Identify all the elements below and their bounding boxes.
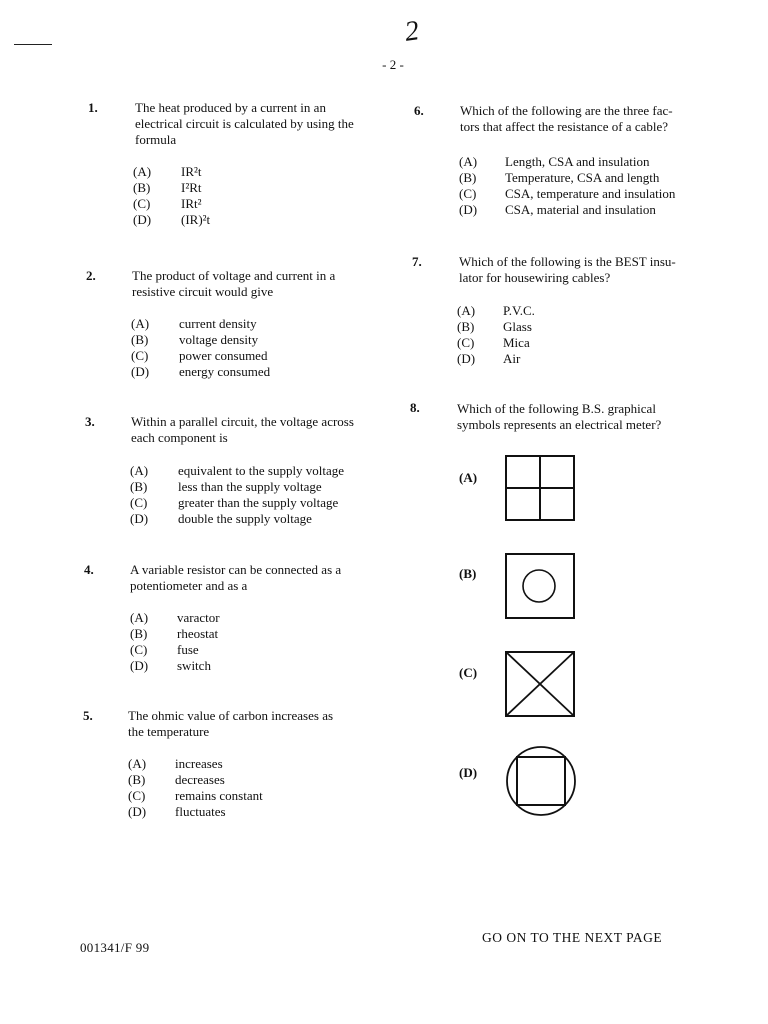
option-letter: (B): [130, 626, 148, 641]
option-letter: (D): [457, 351, 476, 366]
option-letter: (C): [459, 186, 477, 201]
option-letter: (C): [128, 788, 146, 803]
question-number: 3.: [85, 414, 95, 429]
option-b: [459, 170, 719, 186]
question-stem: [130, 562, 380, 594]
option-letter: (D): [459, 202, 478, 217]
option-d: [459, 202, 719, 218]
option-letter: (C): [131, 348, 149, 363]
option-text: remains constant: [175, 788, 263, 803]
stem-line: the temperature: [128, 724, 210, 739]
stem-line: tors that affect the resistance of a cable?: [460, 119, 669, 134]
options-list: [133, 164, 333, 228]
option-letter: (B): [130, 479, 148, 494]
stem-line: The ohmic value of carbon increases as: [128, 708, 334, 723]
options-list: [130, 610, 330, 674]
option-text: IR²t: [181, 164, 202, 179]
option-letter: (C): [457, 335, 475, 350]
option-b-label: (B): [459, 566, 477, 581]
option-text: CSA, temperature and insulation: [505, 186, 676, 201]
option-letter: (A): [130, 610, 149, 625]
option-a: [459, 154, 719, 170]
option-c: [128, 788, 328, 804]
question-stem: [135, 100, 385, 148]
option-text: fluctuates: [175, 804, 226, 819]
stem-line: potentiometer and as a: [130, 578, 248, 593]
option-text: Mica: [503, 335, 530, 350]
option-d: [131, 364, 351, 380]
option-d: [133, 212, 333, 228]
option-letter: (A): [128, 756, 147, 771]
option-letter: (A): [457, 303, 476, 318]
option-text: Length, CSA and insulation: [505, 154, 650, 169]
option-letter: (A): [131, 316, 150, 331]
option-text: I²Rt: [181, 180, 202, 195]
option-c: [130, 642, 330, 658]
options-list: [457, 303, 657, 367]
option-letter: (B): [459, 170, 477, 185]
page-number: - 2 -: [382, 57, 404, 72]
option-letter: (A): [459, 154, 478, 169]
option-text: CSA, material and insulation: [505, 202, 656, 217]
option-c: [133, 196, 333, 212]
option-text: voltage density: [179, 332, 259, 347]
option-letter: (A): [130, 463, 149, 478]
option-letter: (D): [131, 364, 150, 379]
stem-line: Within a parallel circuit, the voltage across: [131, 414, 354, 429]
question-stem: [132, 268, 382, 300]
option-text: current density: [179, 316, 257, 331]
option-text: P.V.C.: [503, 303, 535, 318]
option-text: Temperature, CSA and length: [505, 170, 660, 185]
option-letter: (C): [133, 196, 151, 211]
question-number: 8.: [410, 400, 420, 415]
option-letter: (B): [133, 180, 151, 195]
paper-code: 001341/F 99: [80, 940, 150, 955]
option-text: Air: [503, 351, 521, 366]
option-letter: (C): [130, 642, 148, 657]
option-d: [130, 658, 330, 674]
question-number: 5.: [83, 708, 93, 723]
option-letter: (D): [130, 658, 149, 673]
question-stem: [460, 103, 720, 135]
option-c: [457, 335, 657, 351]
option-b: [131, 332, 351, 348]
stem-line: each component is: [131, 430, 228, 445]
option-text: Glass: [503, 319, 532, 334]
option-d-label: (D): [459, 765, 478, 780]
option-a: [457, 303, 657, 319]
question-number: 6.: [414, 103, 424, 118]
option-text: rheostat: [177, 626, 219, 641]
option-a: [133, 164, 333, 180]
option-c: [459, 186, 719, 202]
question-number: 7.: [412, 254, 422, 269]
option-letter: (B): [128, 772, 146, 787]
stem-line: electrical circuit is calculated by using the: [135, 116, 354, 131]
option-a-label: (A): [459, 470, 478, 485]
stem-line: formula: [135, 132, 177, 147]
stem-line: Which of the following B.S. graphical: [457, 401, 656, 416]
option-text: fuse: [177, 642, 199, 657]
option-d: [130, 511, 370, 527]
option-text: varactor: [177, 610, 220, 625]
stem-line: Which of the following is the BEST insu-: [459, 254, 676, 269]
meter-symbol-b-icon: [505, 553, 575, 619]
question-number: 1.: [88, 100, 98, 115]
option-text: IRt²: [181, 196, 202, 211]
option-a: [130, 610, 330, 626]
margin-rule: [14, 44, 52, 45]
option-b: [130, 626, 330, 642]
meter-symbol-c-icon: [505, 651, 575, 717]
option-text: (IR)²t: [181, 212, 211, 227]
option-letter: (D): [133, 212, 152, 227]
stem-line: lator for housewiring cables?: [459, 270, 611, 285]
question-stem: [128, 708, 378, 740]
option-text: power consumed: [179, 348, 268, 363]
stem-line: symbols represents an electrical meter?: [457, 417, 662, 432]
option-b: [457, 319, 657, 335]
option-b: [128, 772, 328, 788]
options-list: [131, 316, 351, 380]
option-letter: (B): [457, 319, 475, 334]
option-a: [130, 463, 370, 479]
question-stem: [459, 254, 719, 286]
option-b: [133, 180, 333, 196]
option-c: [131, 348, 351, 364]
option-text: energy consumed: [179, 364, 271, 379]
question-stem: [457, 401, 717, 433]
options-list: [128, 756, 328, 820]
meter-symbol-d-icon: [503, 745, 579, 817]
handwritten-page-mark: 2: [402, 15, 422, 48]
stem-line: A variable resistor can be connected as a: [130, 562, 342, 577]
option-letter: (A): [133, 164, 152, 179]
option-text: increases: [175, 756, 223, 771]
option-c: [130, 495, 370, 511]
option-c-label: (C): [459, 665, 478, 680]
stem-line: The product of voltage and current in a: [132, 268, 336, 283]
option-b: [130, 479, 370, 495]
option-letter: (D): [130, 511, 149, 526]
next-page-instruction: GO ON TO THE NEXT PAGE: [482, 930, 663, 945]
option-a: [128, 756, 328, 772]
stem-line: Which of the following are the three fac-: [460, 103, 673, 118]
option-text: greater than the supply voltage: [178, 495, 339, 510]
options-list: [130, 463, 370, 527]
stem-line: The heat produced by a current in an: [135, 100, 326, 115]
option-a: [131, 316, 351, 332]
question-number: 4.: [84, 562, 94, 577]
option-text: decreases: [175, 772, 225, 787]
option-letter: (B): [131, 332, 149, 347]
question-stem: [131, 414, 381, 446]
meter-symbol-a-icon: [505, 455, 575, 521]
option-text: less than the supply voltage: [178, 479, 322, 494]
option-letter: (C): [130, 495, 148, 510]
question-number: 2.: [86, 268, 96, 283]
options-list: [459, 154, 719, 218]
option-d: [457, 351, 657, 367]
option-d: [128, 804, 328, 820]
stem-line: resistive circuit would give: [132, 284, 274, 299]
option-letter: (D): [128, 804, 147, 819]
option-text: double the supply voltage: [178, 511, 312, 526]
option-text: equivalent to the supply voltage: [178, 463, 345, 478]
option-text: switch: [177, 658, 211, 673]
